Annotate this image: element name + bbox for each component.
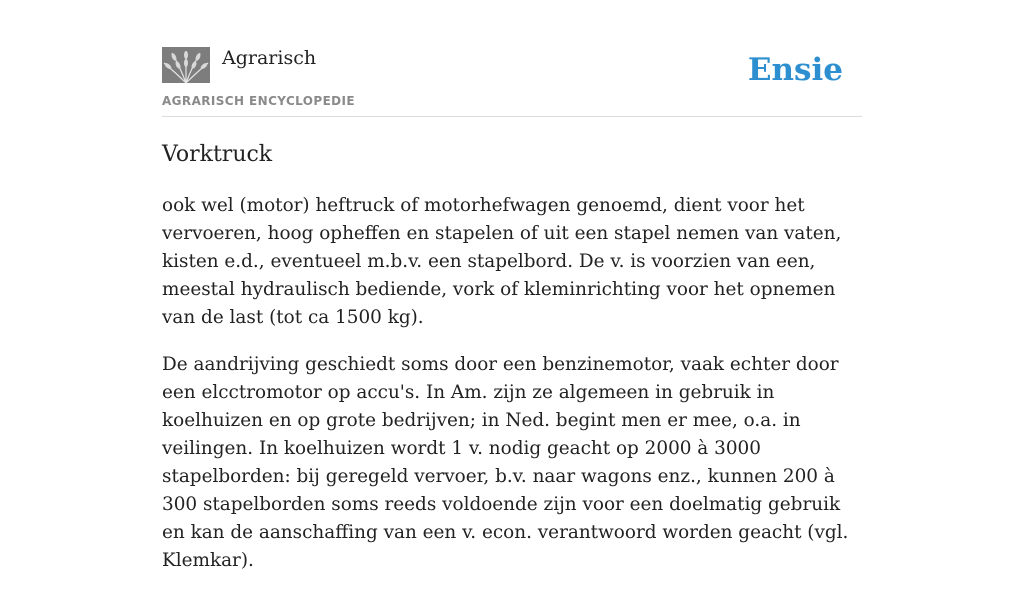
site-header [162,46,862,117]
source-name[interactable]: Agrarisch [222,47,317,69]
page-title: Vorktruck [162,142,273,167]
source-subtitle: AGRARISCH ENCYCLOPEDIE [162,94,355,108]
article-body [162,192,862,594]
article-paragraph: ook wel (motor) heftruck of motorhefwagen genoemd, dient voor het vervoeren, hoog opheffen en stapelen of uit een stapel nemen van vaten, kisten e.d., eventueel m.b.v. een stapelbord. De v. is voorzien van een, meestal hydraulisch bediende, vork of kleminrichting voor het opnemen van de last (tot ca 1500 kg). [162,195,842,328]
article-paragraph: De aandrijving geschiedt soms door een benzinemotor, vaak echter door een elcctromotor op accu's. In Am. zijn ze algemeen in gebruik in koelhuizen en op grote bedrijven; in Ned. begint men er mee, o.a. in veilingen. In koelhuizen wordt 1 v. nodig geacht op 2000 à 3000 stapelborden: bij geregeld vervoer, b.v. naar wagons enz., kunnen 200 à 300 stapelborden soms reeds voldoende zijn voor een doelmatig gebruik en kan de aanschaffing van een v. econ. verantwoord worden geacht (vgl. Klemkar). [162,354,849,571]
grain-ears-icon[interactable] [162,47,210,83]
brand-logo[interactable]: Ensie [747,52,843,88]
